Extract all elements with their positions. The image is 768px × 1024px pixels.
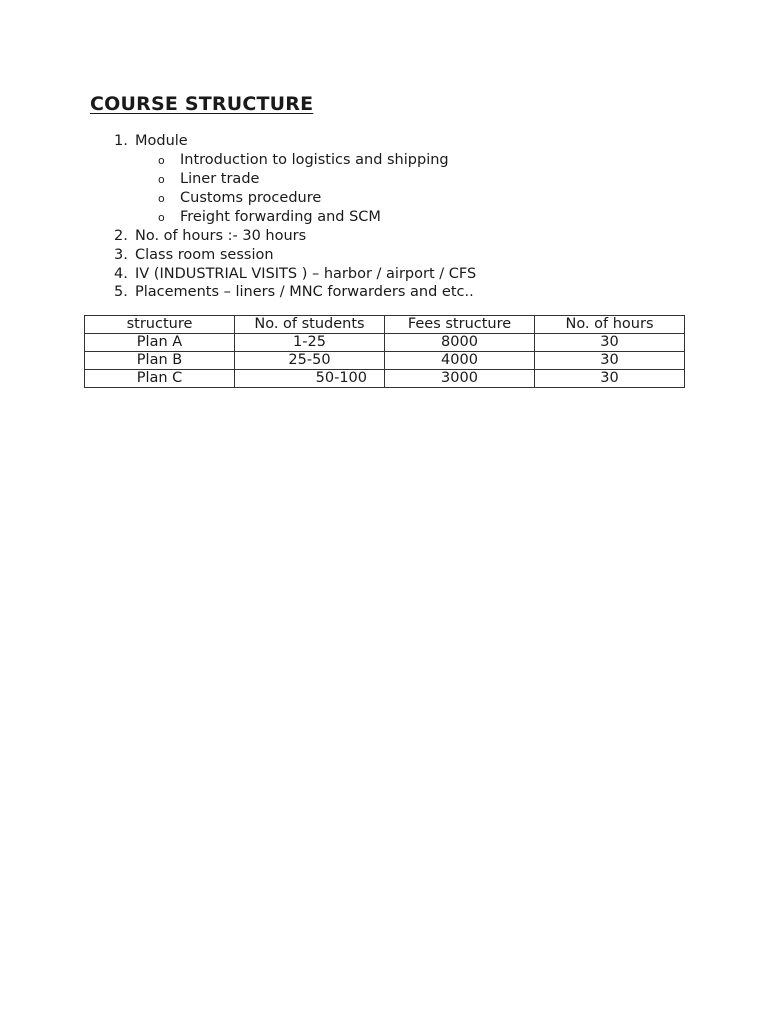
list-item-number: 2. (114, 228, 128, 245)
list-item-number: 5. (114, 284, 128, 301)
table-cell: 30 (535, 370, 685, 388)
list-item (0, 283, 768, 302)
table-cell: 1-25 (235, 334, 385, 352)
circle-bullet-icon: o (158, 153, 165, 167)
table-cell: 30 (535, 334, 685, 352)
table-cell: 4000 (385, 352, 535, 370)
table-cell: Plan C (85, 370, 235, 388)
sub-list-item-text: Introduction to logistics and shipping (180, 151, 449, 168)
list-item (0, 227, 768, 246)
list-item-text: Placements – liners / MNC forwarders and etc.. (135, 284, 474, 301)
page-title: COURSE STRUCTURE (90, 93, 314, 115)
list-item-number: 1. (114, 133, 128, 149)
table-row (85, 352, 685, 370)
sub-list-item (0, 189, 768, 208)
list-item (0, 132, 768, 151)
sub-list-item-text: Customs procedure (180, 189, 322, 206)
column-header: No. of hours (535, 316, 685, 334)
table-cell: 8000 (385, 334, 535, 352)
table-cell: Plan B (85, 352, 235, 370)
table-row (85, 370, 685, 388)
course-outline-list (0, 132, 768, 302)
circle-bullet-icon: o (158, 211, 165, 225)
list-item-number: 3. (114, 246, 128, 263)
sub-list-item-text: Liner trade (180, 170, 260, 187)
list-item (0, 246, 768, 265)
table-cell: 3000 (385, 370, 535, 388)
table-header-row (85, 316, 685, 334)
table-cell: 30 (535, 352, 685, 370)
list-item-text: No. of hours :- 30 hours (135, 228, 307, 245)
table-cell: 50-100 (235, 370, 385, 388)
table-cell: Plan A (85, 334, 235, 352)
sub-list-item (0, 151, 768, 170)
list-item-text: IV (INDUSTRIAL VISITS ) – harbor / airport / CFS (135, 265, 477, 282)
column-header: Fees structure (385, 316, 535, 334)
circle-bullet-icon: o (158, 191, 165, 205)
sub-list-item (0, 208, 768, 227)
circle-bullet-icon: o (158, 172, 165, 186)
column-header: structure (85, 316, 235, 334)
sub-list-item (0, 170, 768, 189)
plans-table (84, 315, 685, 388)
list-item-text: Module (135, 133, 188, 149)
sub-list-item-text: Freight forwarding and SCM (180, 209, 381, 226)
table-row (85, 334, 685, 352)
list-item-number: 4. (114, 265, 128, 282)
column-header: No. of students (235, 316, 385, 334)
table-cell: 25-50 (235, 352, 385, 370)
list-item-text: Class room session (135, 246, 274, 263)
list-item (0, 265, 768, 284)
